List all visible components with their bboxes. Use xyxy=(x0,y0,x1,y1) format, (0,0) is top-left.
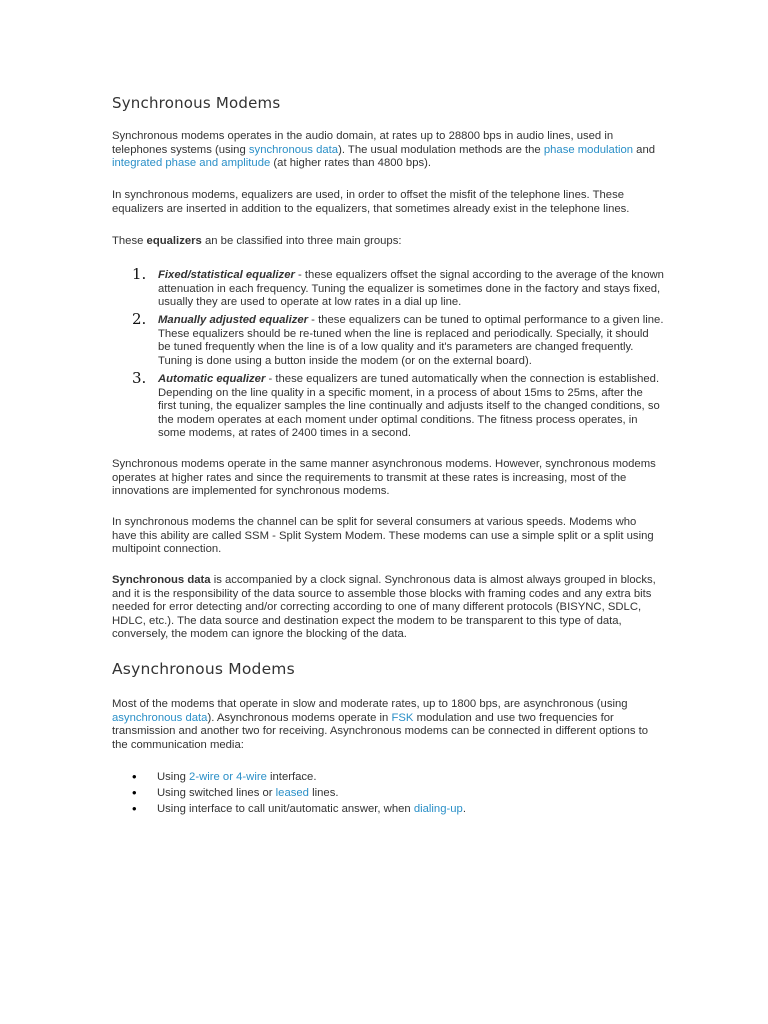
link-integrated-phase-amplitude[interactable]: integrated phase and amplitude xyxy=(112,157,271,169)
link-asynchronous-data[interactable]: asynchronous data xyxy=(112,711,208,724)
list-item-text xyxy=(158,373,664,441)
paragraph-equalizers: In synchronous modems, equalizers are used, in order to offset the misfit of the telephone lines. These equalizers are inserted in addition to the equalizers, that sometimes already exist in the telephone lines. xyxy=(112,189,630,215)
text-span: lines. xyxy=(308,787,339,799)
bullet-icon: • xyxy=(132,769,137,784)
list-item-term: Automatic equalizer xyxy=(158,373,266,385)
text-span: ). Asynchronous modems operate in xyxy=(207,711,392,724)
paragraph-sync-comparison: Synchronous modems operate in the same manner asynchronous modems. However, synchronous modems operates at higher rates and since the requirements to transmit at these rates is increasing, most of the innovations are implemented for synchronous modems. xyxy=(112,458,656,497)
text-span: ). The usual modulation methods are the xyxy=(338,143,544,156)
text-span: (at higher rates than 4800 bps). xyxy=(270,157,432,169)
text-span: interface. xyxy=(266,771,317,783)
link-fsk[interactable]: FSK xyxy=(391,711,414,724)
list-item-text xyxy=(158,314,664,368)
text-span: - these equalizers can be tuned to optimal performance to a given line. These equalizers should be re-tuned when the line is replaced and periodically. Specially, it should be tuned frequently when the line is of a low quality and it's parameters are changed frequently. Tuning is done using a button inside the modem (or on the external board). xyxy=(158,314,664,367)
list-number: 3. xyxy=(132,369,147,387)
list-item-text xyxy=(158,269,664,310)
list-number: 2. xyxy=(132,310,147,328)
text-span: . xyxy=(462,803,466,815)
text-span: - these equalizers are tuned automatically when the connection is established. Depending on the line quality in a specific moment, in a process of about 15ms to 25ms, after the first tuning, the equalizer samples the line continually and adjusts itself to the changed conditions, so the modem operates at each moment under optimal conditions. The fitness process operates, in some modems, at rates of 2400 times in a second. xyxy=(158,373,660,439)
text-span: is accompanied by a clock signal. Synchronous data is almost always grouped in blocks, and it is the responsibility of the data source to assemble those blocks with framing codes and any extra bits needed for error detecting and/or correcting according to one of many different protocols (BISYNC, SDLC, HDLC, etc.). The data source and destination expect the modem to be transparent to this type of data, conversely, the modem can ignore the blocking of the data. xyxy=(112,574,656,640)
section-title-synchronous: Synchronous Modems xyxy=(112,94,281,112)
bold-equalizers: equalizers xyxy=(146,235,202,247)
bold-synchronous-data: Synchronous data xyxy=(112,574,211,586)
bullet-icon: • xyxy=(132,801,137,816)
list-item-term: Fixed/statistical equalizer xyxy=(158,269,295,281)
link-phase-modulation[interactable]: phase modulation xyxy=(543,143,634,156)
text-span: modulation and use two frequencies for transmission and another two for receiving. Asynchronous modems can be connected in different options to the communication media: xyxy=(112,711,649,751)
text-span: Using xyxy=(157,771,190,783)
text-span: Synchronous modems operates in the audio domain, at rates up to 28800 bps in audio lines, used in telephones systems (using xyxy=(112,130,614,156)
link-leased[interactable]: leased xyxy=(275,787,309,799)
paragraph-sync-intro xyxy=(112,130,660,171)
list-item-term: Manually adjusted equalizer xyxy=(158,314,309,326)
list-item-text xyxy=(157,803,657,817)
text-span: Using switched lines or xyxy=(157,787,276,799)
paragraph-equalizer-groups xyxy=(112,235,660,249)
link-dialing-up[interactable]: dialing-up xyxy=(413,803,463,815)
text-span: Using interface to call unit/automatic answer, when xyxy=(157,803,414,815)
bullet-icon: • xyxy=(132,785,137,800)
paragraph-async-intro xyxy=(112,698,660,752)
text-span: an be classified into three main groups: xyxy=(201,235,402,247)
link-synchronous-data[interactable]: synchronous data xyxy=(248,143,339,156)
paragraph-ssm: In synchronous modems the channel can be split for several consumers at various speeds. Modems who have this ability are called SSM - Split System Modem. These modems can use a simple split or a split using multipoint connection. xyxy=(112,516,654,555)
text-span: - these equalizers offset the signal according to the average of the known attenuation in each frequency. Tuning the equalizer is sometimes done in the factory and stays fixed, usually they are used to operate at low rates in a dial up line. xyxy=(158,269,664,308)
text-span: These xyxy=(112,235,147,247)
text-span: Most of the modems that operate in slow and moderate rates, up to 1800 bps, are asynchronous (using xyxy=(112,698,628,710)
paragraph-synchronous-data xyxy=(112,574,660,642)
list-item-text xyxy=(157,787,657,801)
text-span: and xyxy=(633,143,656,156)
link-2-wire-4-wire[interactable]: 2-wire or 4-wire xyxy=(189,771,267,783)
list-item-text xyxy=(157,771,657,785)
section-title-asynchronous: Asynchronous Modems xyxy=(112,660,295,678)
list-number: 1. xyxy=(132,265,147,283)
